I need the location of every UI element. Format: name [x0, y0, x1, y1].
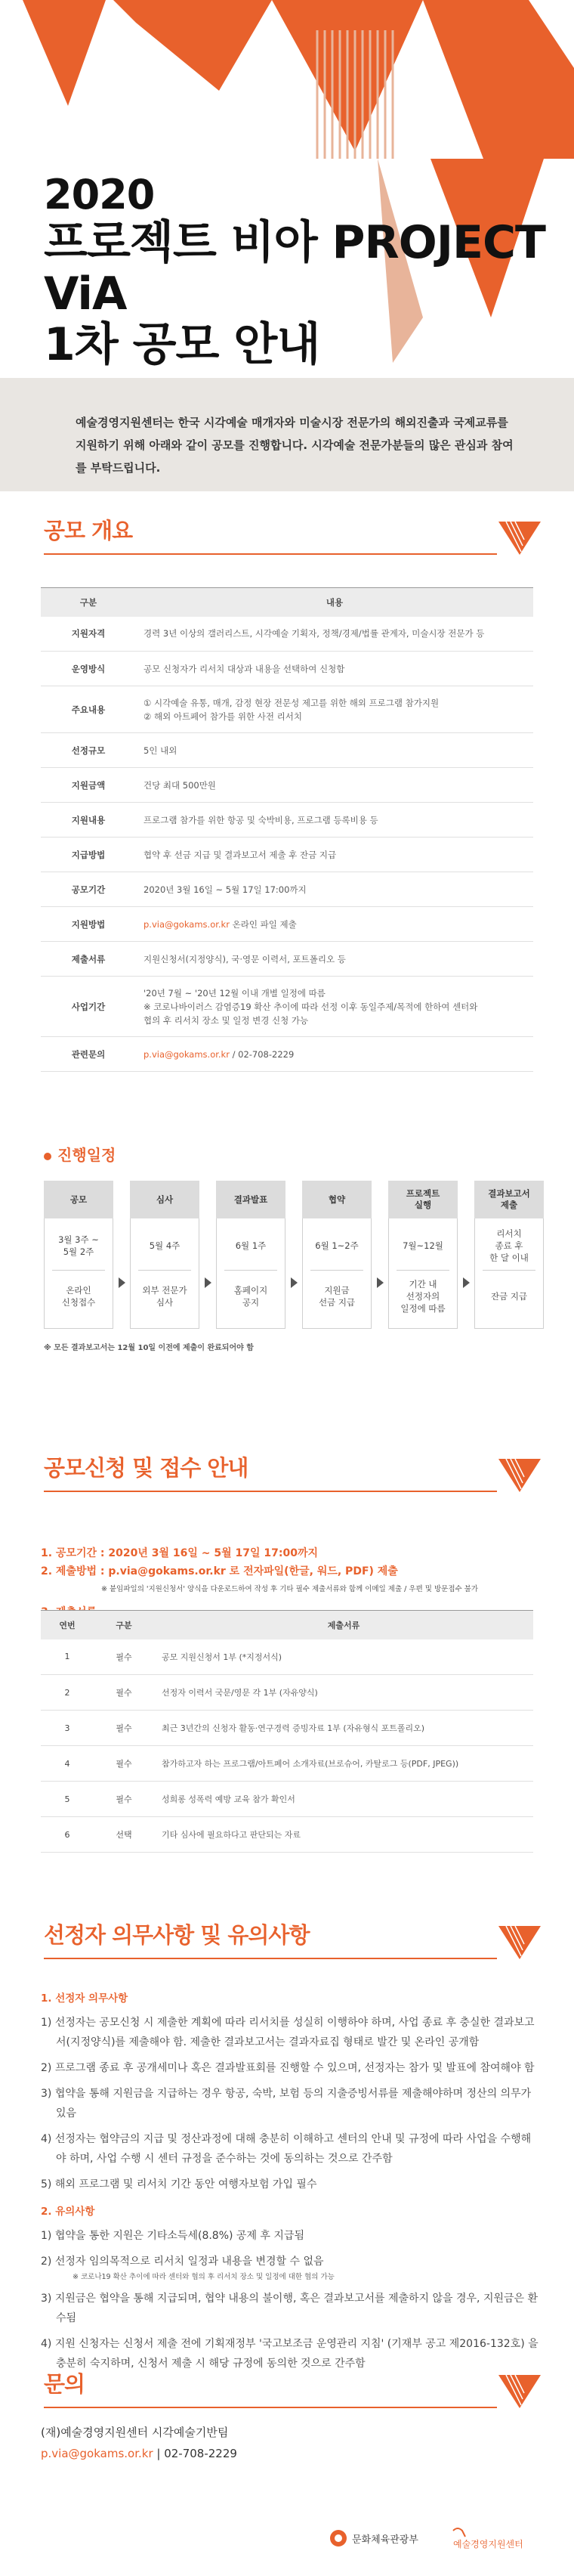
arrow-right-icon: [377, 1277, 384, 1288]
doc-type: 선택: [94, 1817, 154, 1853]
doc-num: 6: [41, 1817, 94, 1853]
row-key: 사업기간: [41, 977, 136, 1037]
step-task: 지원금 선금 지급: [318, 1285, 356, 1308]
section-divider: [44, 553, 497, 555]
hero-banner: [0, 0, 574, 378]
step-task: 홈페이지 공지: [233, 1285, 268, 1308]
row-value: 공모 신청자가 리서치 대상과 내용을 선택하여 신청함: [136, 652, 533, 686]
apply-item-method: [41, 1562, 478, 1581]
row-value: [136, 686, 533, 733]
contact-info: [41, 2422, 237, 2464]
row-value: 지원신청서(지정양식), 국·영문 이력서, 포트폴리오 등: [136, 942, 533, 977]
row-value: [136, 977, 533, 1037]
row-value-text: 온라인 파일 제출: [229, 918, 297, 930]
schedule-note: ※ 모든 결과보고서는 12월 10일 이전에 제출이 완료되어야 함: [44, 1344, 254, 1352]
section-triangle-icon: [498, 1459, 541, 1492]
step-date: 6월 1~2주: [315, 1240, 359, 1251]
schedule-step: [130, 1181, 199, 1329]
row-key: 공모기간: [41, 872, 136, 907]
step-date: 6월 1주: [235, 1240, 267, 1251]
intro-box: [0, 378, 574, 491]
doc-desc: 성희롱 성폭력 예방 교육 참가 확인서: [154, 1782, 533, 1817]
doc-desc: 기타 심사에 필요하다고 판단되는 자료: [154, 1817, 533, 1853]
row-value: 경력 3년 이상의 갤러리스트, 시각예술 기획자, 정책/경제/법률 관계자, 미술시장 전문가 등: [136, 617, 533, 652]
doc-type: 필수: [94, 1639, 154, 1675]
table-row: [41, 838, 533, 872]
doc-type: 필수: [94, 1711, 154, 1746]
list-item: 3) 지원금은 협약을 통해 지급되며, 협약 내용의 불이행, 혹은 결과보고서를 제출하지 않을 경우, 지원금은 환수됨: [41, 2293, 539, 2324]
docs-head-doc: 제출서류: [154, 1611, 533, 1639]
footer-logos: [0, 2517, 574, 2576]
row-value: 2020년 3월 16일 ~ 5월 17일 17:00까지: [136, 872, 533, 907]
overview-head-val: 내용: [136, 588, 533, 617]
step-body: [216, 1218, 285, 1329]
row-key: 지원자격: [41, 617, 136, 652]
row-value-line: ① 시각예술 유통, 매개, 감정 현장 전문성 제고를 위한 해외 프로그램 참가지원: [144, 697, 440, 708]
table-row: [41, 977, 533, 1037]
list-item-text: 2) 선정자 임의목적으로 리서치 일정과 내용을 변경할 수 없음: [41, 2256, 324, 2268]
docs-head-num: 연번: [41, 1611, 94, 1639]
email-link[interactable]: p.via@gokams.or.kr: [108, 1565, 226, 1577]
overview-table: [41, 587, 533, 1072]
list-item: 4) 지원 신청자는 신청서 제출 전에 기획재정부 '국고보조금 운영관리 지침' (기재부 공고 제2016-132호) 을 충분히 숙지하며, 신청서 제출 시 해당 규정에 동의한 것으로 간주함: [41, 2338, 539, 2370]
step-name: 공모: [44, 1181, 113, 1218]
row-key: 관련문의: [41, 1037, 136, 1072]
table-row: [41, 1817, 533, 1853]
table-row: [41, 652, 533, 686]
arrow-right-icon: [205, 1277, 211, 1288]
bullet-dot-icon: [44, 1153, 51, 1160]
step-body: [474, 1218, 544, 1329]
step-body: [44, 1218, 113, 1329]
schedule-title: [44, 1143, 116, 1165]
table-row: [41, 942, 533, 977]
list-item: 1) 협약을 통한 지원은 기타소득세(8.8%) 공제 후 지급됨: [41, 2230, 304, 2242]
doc-num: 2: [41, 1675, 94, 1711]
arrow-right-icon: [291, 1277, 298, 1288]
schedule-step: [474, 1181, 544, 1329]
duty-heading-2: 2. 유의사항: [41, 2206, 95, 2218]
step-divider: [310, 1270, 363, 1271]
row-value: 협약 후 선금 지급 및 결과보고서 제출 후 잔금 지급: [136, 838, 533, 872]
row-value: 건당 최대 500만원: [136, 768, 533, 803]
row-value: [136, 1037, 533, 1072]
apply-title: 공모신청 및 접수 안내: [44, 1455, 248, 1481]
doc-desc: 참가하고자 하는 프로그램/아트페어 소개자료(브로슈어, 카탈로그 등(PDF, JPEG)): [154, 1746, 533, 1782]
docs-table: [41, 1610, 533, 1853]
step-date: 리서치 종료 후 한 달 이내: [489, 1228, 529, 1263]
doc-desc: 선정자 이력서 국문/영문 각 1부 (자유양식): [154, 1675, 533, 1711]
section-triangle-icon: [498, 1926, 541, 1959]
doc-type: 필수: [94, 1782, 154, 1817]
gokams-logo-icon: [453, 2528, 465, 2537]
ministry-logo-text: 문화체육관광부: [352, 2534, 418, 2546]
row-value-line: '20년 7월 ~ '20년 12월 이내 개별 일정에 따름: [144, 987, 326, 999]
step-body: [130, 1218, 199, 1329]
apply-method-label: 2. 제출방법 :: [41, 1565, 109, 1577]
step-date: 5월 4주: [149, 1240, 181, 1251]
section-divider: [44, 1491, 497, 1492]
table-row: [41, 617, 533, 652]
section-divider: [44, 2407, 497, 2408]
apply-method-rest: 로 전자파일(한글, 워드, PDF) 제출: [225, 1565, 398, 1577]
arrow-right-icon: [463, 1277, 470, 1288]
hero-title: [44, 172, 574, 370]
overview-title: 공모 개요: [44, 518, 133, 543]
table-row: [41, 1675, 533, 1711]
row-value-line: ② 해외 아트페어 참가를 위한 사전 리서치: [144, 711, 302, 722]
table-row: [41, 1639, 533, 1675]
doc-num: 5: [41, 1782, 94, 1817]
schedule-step: [302, 1181, 372, 1329]
list-item: 4) 선정자는 협약금의 지급 및 정산과정에 대해 충분히 이해하고 센터의 안내 및 규정에 따라 사업을 수행해야 하며, 사업 수행 시 센터 규정을 준수하는 것에 동의하는 것으로 간주함: [41, 2133, 532, 2165]
step-divider: [397, 1270, 449, 1271]
arrow-right-icon: [119, 1277, 125, 1288]
contact-title: 문의: [44, 2371, 85, 2397]
step-divider: [138, 1270, 191, 1271]
step-name: 프로젝트 실행: [388, 1181, 458, 1218]
list-item: [41, 2252, 539, 2283]
duty-list-2: [41, 2226, 539, 2373]
step-task: 온라인 신청접수: [61, 1285, 96, 1308]
step-name: 협약: [302, 1181, 372, 1218]
doc-type: 필수: [94, 1746, 154, 1782]
step-date: 7월~12월: [403, 1240, 443, 1251]
step-divider: [224, 1270, 277, 1271]
list-item: 1) 선정자는 공모신청 시 제출한 계획에 따라 리서치를 성실히 이행하야 하며, 사업 종료 후 충실한 결과보고서(지정양식)를 제출해야 함. 제출한 결과보고서는 결과자료집 형태로 발간 및 온라인 공개함: [41, 2017, 535, 2048]
row-key: 선정규모: [41, 733, 136, 768]
overview-head-key: 구분: [41, 588, 136, 617]
table-row: [41, 1746, 533, 1782]
email-link[interactable]: p.via@gokams.or.kr: [144, 1048, 230, 1060]
step-divider: [52, 1270, 105, 1271]
step-date: 3월 3주 ~ 5월 2주: [58, 1234, 99, 1257]
table-row: [41, 1711, 533, 1746]
doc-num: 3: [41, 1711, 94, 1746]
doc-num: 4: [41, 1746, 94, 1782]
table-row: [41, 686, 533, 733]
footer: [0, 2517, 574, 2576]
step-name: 심사: [130, 1181, 199, 1218]
doc-desc: 최근 3년간의 신청자 활동·연구경력 증빙자료 1부 (자유형식 포트폴리오): [154, 1711, 533, 1746]
hero-title-line3: 1차 공모 안내: [44, 317, 320, 371]
section-triangle-icon: [498, 2375, 541, 2408]
contact-line: [41, 2443, 237, 2464]
row-key: 지원방법: [41, 907, 136, 942]
section-triangle-icon: [498, 522, 541, 555]
schedule-title-text: 진행일정: [57, 1146, 116, 1164]
gokams-logo-text: 예술경영지원센터: [453, 2539, 523, 2550]
schedule-step: [44, 1181, 113, 1329]
step-task: 외부 전문가 심사: [142, 1285, 187, 1308]
step-body: [388, 1218, 458, 1329]
duty-list-1: [41, 2013, 539, 2194]
row-key: 지원금액: [41, 768, 136, 803]
doc-desc: 공모 지원신청서 1부 (*지정서식): [154, 1639, 533, 1675]
row-key: 주요내용: [41, 686, 136, 733]
row-key: 지급방법: [41, 838, 136, 872]
section-divider: [44, 1958, 497, 1959]
table-row: [41, 1037, 533, 1072]
row-value: 프로그램 참가를 위한 항공 및 숙박비용, 프로그램 등록비용 등: [136, 803, 533, 838]
contact-phone: | 02-708-2229: [153, 2447, 237, 2460]
list-item: 5) 해외 프로그램 및 리서치 기간 동안 여행자보험 가입 필수: [41, 2178, 317, 2191]
step-name: 결과발표: [216, 1181, 285, 1218]
table-row: [41, 803, 533, 838]
list-item: 3) 협약을 통해 지원금을 지급하는 경우 항공, 숙박, 보험 등의 지출증빙서류를 제출해야하며 정산의 의무가 있음: [41, 2088, 532, 2119]
table-row: [41, 733, 533, 768]
intro-text: 예술경영지원센터는 한국 시각예술 매개자와 미술시장 전문가의 해외진출과 국제교류를 지원하기 위해 아래와 같이 공모를 진행합니다. 시각예술 전문가분들의 많은 관심과 참여를 부탁드립니다.: [76, 416, 514, 475]
list-item: 2) 프로그램 종료 후 공개세미나 혹은 결과발표회를 진행할 수 있으며, 선정자는 참가 및 발표에 참여해야 함: [41, 2062, 535, 2074]
row-key: 운영방식: [41, 652, 136, 686]
hero-year: 2020: [44, 171, 155, 218]
email-link[interactable]: p.via@gokams.or.kr: [41, 2447, 153, 2460]
schedule-step: [216, 1181, 285, 1329]
row-value-line: 협의 후 리서치 장소 및 일정 변경 신청 가능: [144, 1014, 309, 1026]
apply-item-period: 1. 공모기간 : 2020년 3월 16일 ~ 5월 17일 17:00까지: [41, 1547, 318, 1559]
row-value-line: ※ 코로나바이러스 감염증19 확산 추이에 따라 선정 이후 동일주제/목적에 한하여 센터와: [144, 1001, 478, 1012]
schedule-step: [388, 1181, 458, 1329]
hero-title-line2: 프로젝트 비아 PROJECT ViA: [44, 216, 545, 320]
step-name: 결과보고서 제출: [474, 1181, 544, 1218]
table-row: [41, 1782, 533, 1817]
step-divider: [483, 1270, 535, 1271]
row-value-text: / 02-708-2229: [229, 1048, 295, 1060]
duty-heading-1: 1. 선정자 의무사항: [41, 1992, 128, 2005]
step-body: [302, 1218, 372, 1329]
row-key: 제출서류: [41, 942, 136, 977]
step-task: 기간 내 선정자의 일정에 따름: [400, 1279, 446, 1314]
step-task: 잔금 지급: [490, 1291, 528, 1302]
table-row: [41, 768, 533, 803]
duty-title: 선정자 의무사항 및 유의사항: [44, 1922, 310, 1948]
table-row: [41, 872, 533, 907]
row-value: 5인 내외: [136, 733, 533, 768]
doc-num: 1: [41, 1639, 94, 1675]
list-item-note: ※ 코로나19 확산 추이에 따라 센터와 협의 후 리서치 장소 및 일정에 대한 협의 가능: [73, 2273, 335, 2281]
row-value: [136, 907, 533, 942]
contact-org: (재)예술경영지원센터 시각예술기반팀: [41, 2426, 229, 2439]
table-row: [41, 907, 533, 942]
duty-content: [41, 1989, 539, 2379]
apply-method-note: ※ 붙임파일의 '지원신청서' 양식을 다운로드하여 작성 후 기타 필수 제출서류와 함께 이메일 제출 / 우편 및 방문접수 불가: [101, 1585, 479, 1593]
email-link[interactable]: p.via@gokams.or.kr: [144, 918, 230, 930]
row-key: 지원내용: [41, 803, 136, 838]
docs-head-type: 구분: [94, 1611, 154, 1639]
doc-type: 필수: [94, 1675, 154, 1711]
